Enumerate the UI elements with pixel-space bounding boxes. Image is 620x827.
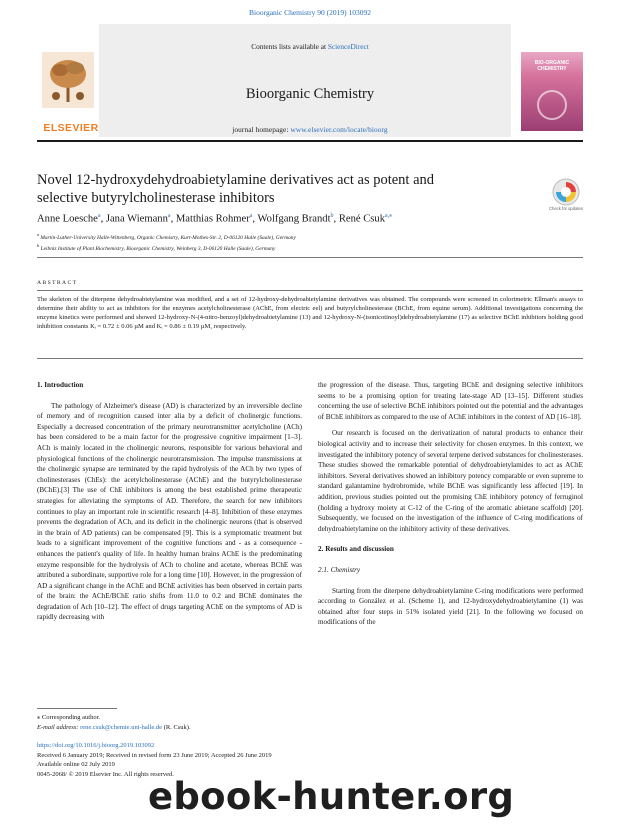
section-heading-introduction: 1. Introduction bbox=[37, 381, 84, 389]
body-column-left bbox=[37, 380, 302, 623]
body-column-right bbox=[318, 380, 583, 628]
copyright: 0045-2068/ © 2019 Elsevier Inc. All rights reserved. bbox=[37, 770, 174, 778]
abstract-bottom-rule bbox=[37, 358, 583, 359]
body-paragraph: The pathology of Alzheimer's disease (AD) is characterized by an irreversible decline of memory and of recognition caused inter alia by a deficit of cholinergic functions. Especially a decreased concentration of the primary neurotransmitter acetylcholine (ACh) has been considered to be a main factor for the progressive cognitive impairment [1–3]. ACh is mainly located in the cholinergic neurons, responsible for various behavioral and physiological functions of the cholinergic neurotransmission. The impulse transmissions at the cholinergic synapse are terminated by the rapid hydrolysis of the ACh by two types of cholinesterases (ChEs): the acetylcholinesterase (AChE) and the butyrylcholinesterase (BChE).[3] The use of ChE inhibitors is among the best established prime therapeutic strategies for alleviating the symptoms of AD. Therefore, the search for new inhibitors continues to play an important role in scientific research [4–8]. Inhibition of these enzymes prevents the degradation of ACh, and its deficit in the cholinergic neurons (that is observed in the brain of AD patients) can be compensated [9]. This is a symptomatic treatment but leads to a significant improvement of the cognitive functions and - as a consequence - enhances the patient's quality of life. In healthy human brains AChE is the predominating enzyme responsible for the hydrolysis of ACh to choline and acetate, whereas BChE was attributed a subordinate, supportive role for a long time [10]. However, in the progression of AD a significant change in the AChE and BChE activities has been observed in certain parts of the brain: the AChE/BChE ratio shifts from 11.0 to 0.2 and BChE dominates the degradation of Ach [10–12]. The effect of drugs targeting AChE on the symptoms of AD is rapidly decreasing with bbox=[37, 401, 302, 622]
affiliation-rule bbox=[37, 257, 583, 258]
received-dates: Received 6 January 2019; Received in revised form 23 June 2019; Accepted 26 June 2019 bbox=[37, 751, 272, 759]
journal-cover[interactable] bbox=[521, 52, 583, 131]
body-paragraph: Starting from the diterpene dehydroabietylamine C-ring modifications were performed according to González et al. (Scheme 1), and 12-hydroxydehydroabietylamine (1) was obtained after four steps in 51% isolated yield [21]. In the following we focused on modifications of the bbox=[318, 586, 583, 627]
body-paragraph: the progression of the disease. Thus, targeting BChE and designing selective inhibitors seems to be a promising option for treating late-stage AD [13–15]. Different studies concerning the use of selective BChE inhibitors pointed out the potential and the advantages of BChE inhibitors as compared to the use of AChE inhibitors in the context of AD [16–18]. bbox=[318, 381, 583, 421]
author-name[interactable]: Jana Wiemann bbox=[105, 213, 168, 225]
homepage-link[interactable]: www.elsevier.com/locate/bioorg bbox=[290, 125, 388, 134]
crossmark-label: Check for updates bbox=[549, 206, 583, 211]
masthead-panel bbox=[99, 24, 511, 137]
author-affiliation-mark[interactable]: a bbox=[167, 213, 171, 219]
section-heading-results: 2. Results and discussion bbox=[318, 545, 394, 554]
author-list: Anne Loesche$^a$, Jana Wiemann$^a$, Matthias Rohmer$^a$, Wolfgang Brandt$^b$, René Csuk$^{a,⁎}$ bbox=[37, 213, 393, 225]
author-name[interactable]: René Csuk bbox=[338, 213, 386, 225]
cover-title: BIO-ORGANIC CHEMISTRY bbox=[534, 60, 570, 72]
article-title: Novel 12-hydroxydehydroabietylamine derivatives act as potent and selective butyrylcholinesterase inhibitors bbox=[37, 172, 435, 206]
online-date: Available online 02 July 2019 bbox=[37, 761, 115, 768]
contents-line bbox=[0, 42, 620, 51]
email-label: E-mail address: bbox=[37, 723, 79, 731]
corresponding-label: ⁎ Corresponding author. bbox=[37, 714, 101, 721]
affiliation-item: $^b$ Leibniz Institute of Plant Biochemistry, Bioorganic Chemistry, Weinberg 3, D-06120 Halle (Saale), Germany bbox=[37, 243, 276, 253]
elsevier-tree-icon bbox=[42, 52, 94, 108]
abstract-heading: ABSTRACT bbox=[37, 280, 78, 286]
watermark: ebook-hunter.org bbox=[148, 775, 515, 818]
subsection-heading-chemistry: 2.1. Chemistry bbox=[318, 565, 361, 574]
author-affiliation-mark[interactable]: a,⁎ bbox=[385, 213, 393, 219]
author-name[interactable]: Wolfgang Brandt bbox=[257, 213, 331, 225]
affiliation-item: $^a$ Martin-Luther-University Halle-Wittenberg, Organic Chemistry, Kurt-Mothes-Str. 2, D-06120 Halle (Saale), Germany bbox=[37, 232, 296, 241]
crossmark-icon[interactable] bbox=[552, 178, 580, 206]
abstract-rule bbox=[37, 290, 583, 291]
cover-graphic-icon bbox=[537, 90, 567, 120]
abstract-text: The skeleton of the diterpene dehydroabietylamine was modified, and a set of 12-hydroxy-dehydroabietylamine derivatives was obtained. The compounds were screened in colorimetric Ellman's assays to determine their ability to act as inhibitors for the enzymes acetylcholinesterase (AChE, from electric eel) and butyrylcholinesterase (BChE, from equine serum). Additional investigations concerning the enzyme kinetics were performed and showed 12-hydroxy-N-(4-nitro-benzoyl)dehydroabietylamine (13) and 12-hydroxy-N-(isonicotinoyl)dehydroabietylamine (17) as selective BChE inhibitors holding good inhibition constants Kᵢ = 0.72 ± 0.06 µM and Kᵢ = 0.86 ± 0.19 µM, respectively. bbox=[37, 296, 583, 330]
author-affiliation-mark[interactable]: a bbox=[249, 213, 253, 219]
homepage-prefix: journal homepage: bbox=[232, 125, 289, 134]
publication-info bbox=[37, 741, 387, 779]
header-rule bbox=[37, 140, 583, 142]
sciencedirect-link[interactable]: ScienceDirect bbox=[327, 42, 369, 51]
author-name[interactable]: Matthias Rohmer bbox=[175, 213, 250, 225]
journal-title: Bioorganic Chemistry bbox=[245, 86, 375, 102]
email-link[interactable]: rene.csuk@chemie.uni-halle.de bbox=[80, 723, 163, 731]
email-line bbox=[37, 723, 337, 733]
contents-prefix: Contents lists available at bbox=[251, 42, 327, 51]
author-affiliation-mark[interactable]: a bbox=[97, 213, 101, 219]
elsevier-logo: ELSEVIER bbox=[43, 122, 99, 134]
footnote-rule bbox=[37, 708, 117, 709]
corresponding-author-footnote bbox=[37, 713, 337, 732]
doi-link[interactable]: https://doi.org/10.1016/j.bioorg.2019.103092 bbox=[37, 742, 155, 749]
affiliations bbox=[37, 231, 583, 254]
email-suffix: (R. Csuk). bbox=[163, 723, 191, 731]
journal-reference[interactable]: Bioorganic Chemistry 90 (2019) 103092 bbox=[249, 8, 371, 17]
author-name[interactable]: Anne Loesche bbox=[37, 213, 98, 225]
body-paragraph: Our research is focused on the derivatization of natural products to enhance their biological activity and to increase their selectivity for chosen enzymes. In this context, we investigated the inhibitory potency of several terpene derived substances for cholinesterases. These studies showed the remarkable potential of dehydroabietylamides to act as AChE inhibitors. Several derivatives showed an inhibitory potency comparable or even supreme to standard galantamine hydrobromide, while BChE was significantly less affected [19]. In addition, previous studies pointed out the promising ChE inhibitory potency of ferruginol (holding a hydroxy moiety at C-12 of the C-ring of the aromatic abietane scaffold) [20]. Subsequently, we focused on the investigation of the influence of C-ring modifications of dehydroabietylamine on the inhibitory activity of these derivatives. bbox=[318, 429, 583, 533]
author-affiliation-mark[interactable]: b bbox=[330, 213, 334, 219]
